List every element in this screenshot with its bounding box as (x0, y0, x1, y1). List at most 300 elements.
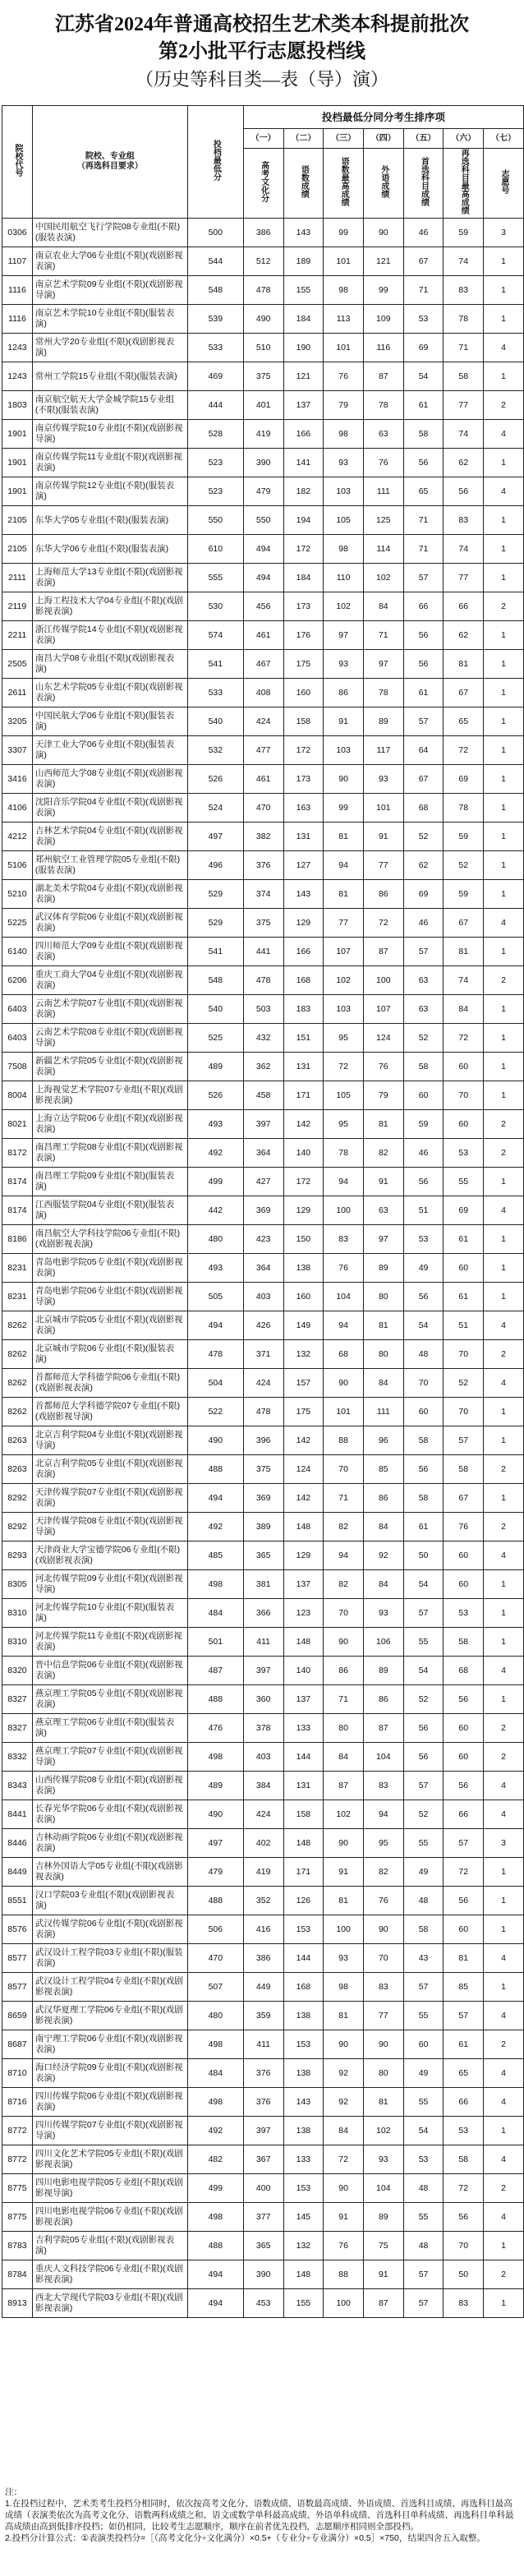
detail-header-label: 高考文化分 (259, 161, 269, 202)
chinese-math-max-cell: 81 (324, 880, 364, 909)
name-cell: 常州大学20专业组(不限)(戏剧影视表演) (32, 334, 187, 362)
score-cell: 540 (187, 995, 243, 1024)
chinese-math-cell: 194 (283, 506, 324, 535)
preference-no-cell: 1 (484, 736, 524, 765)
table-row (2, 995, 524, 1024)
chinese-math-max-cell: 84 (324, 2117, 364, 2145)
culture-score-cell: 381 (243, 1570, 283, 1599)
first-subject-cell: 63 (403, 966, 444, 995)
second-subject-max-cell: 60 (444, 1570, 484, 1599)
table-row (2, 966, 524, 995)
first-subject-cell: 58 (403, 1484, 444, 1513)
table-row (2, 305, 524, 334)
code-cell: 8263 (2, 1455, 33, 1484)
first-subject-cell: 56 (403, 1283, 444, 1311)
preference-no-cell: 2 (484, 966, 524, 995)
chinese-math-max-cell: 77 (324, 909, 364, 938)
preference-no-cell: 1 (484, 276, 524, 305)
preference-no-cell: 1 (484, 650, 524, 679)
first-subject-cell: 55 (403, 1829, 444, 1858)
first-subject-cell: 55 (403, 2088, 444, 2117)
name-cell: 郑州航空工业管理学院05专业组(不限)(服装表演) (32, 851, 187, 880)
name-cell: 四川传媒学院06专业组(不限)(戏剧影视表演) (32, 2088, 187, 2117)
code-cell: 8262 (2, 1369, 33, 1398)
title-line-1: 江苏省2024年普通高校招生艺术类本科提前批次 (55, 14, 469, 35)
sub-header-1: （一） (243, 129, 283, 149)
second-subject-max-cell: 61 (444, 1283, 484, 1311)
table-row (2, 2174, 524, 2203)
score-cell: 529 (187, 880, 243, 909)
culture-score-cell: 384 (243, 1772, 283, 1800)
code-cell: 8305 (2, 1570, 33, 1599)
second-subject-max-cell: 74 (444, 247, 484, 276)
foreign-lang-cell: 87 (363, 938, 403, 966)
score-cell: 490 (187, 1800, 243, 1829)
sub-header-4: （四） (363, 129, 403, 149)
second-subject-max-cell: 62 (444, 449, 484, 477)
table-row (2, 592, 524, 621)
culture-score-cell: 403 (243, 1743, 283, 1772)
foreign-lang-cell: 87 (363, 1714, 403, 1743)
score-cell: 497 (187, 1829, 243, 1858)
preference-no-cell: 1 (484, 2117, 524, 2145)
first-subject-cell: 54 (403, 1570, 444, 1599)
second-subject-max-cell: 81 (444, 1944, 484, 1973)
chinese-math-cell: 176 (283, 621, 324, 650)
chinese-math-max-cell: 91 (324, 2203, 364, 2232)
second-subject-max-cell: 59 (444, 219, 484, 247)
first-subject-cell: 52 (403, 823, 444, 851)
table-row (2, 2145, 524, 2174)
name-cell: 吉利学院05专业组(不限)(戏剧影视表演) (32, 2232, 187, 2260)
culture-score-cell: 397 (243, 2117, 283, 2145)
table-row (2, 1772, 524, 1800)
preference-no-cell: 1 (484, 995, 524, 1024)
score-cell: 498 (187, 2088, 243, 2117)
chinese-math-max-cell: 102 (324, 1800, 364, 1829)
name-cell: 北京城市学院06专业组(不限)(服装表演) (32, 1340, 187, 1369)
first-subject-cell: 49 (403, 1858, 444, 1887)
second-subject-max-cell: 67 (444, 909, 484, 938)
first-subject-cell: 52 (403, 1024, 444, 1053)
chinese-math-cell: 166 (283, 420, 324, 449)
preference-no-cell: 1 (484, 1168, 524, 1196)
score-cell: 493 (187, 1254, 243, 1283)
chinese-math-max-cell: 103 (324, 995, 364, 1024)
chinese-math-max-cell: 110 (324, 564, 364, 592)
first-subject-cell: 70 (403, 1369, 444, 1398)
code-cell: 8446 (2, 1829, 33, 1858)
second-subject-max-cell: 53 (444, 1139, 484, 1168)
first-subject-cell: 71 (403, 535, 444, 564)
chinese-math-max-cell: 81 (324, 1887, 364, 1915)
chinese-math-cell: 175 (283, 650, 324, 679)
code-cell: 8716 (2, 2088, 33, 2117)
culture-score-cell: 479 (243, 477, 283, 506)
preference-no-cell: 1 (484, 1484, 524, 1513)
score-cell: 492 (187, 2117, 243, 2145)
culture-score-cell: 369 (243, 1484, 283, 1513)
foreign-lang-cell: 72 (363, 909, 403, 938)
table-row (2, 1944, 524, 1973)
score-cell: 548 (187, 966, 243, 995)
culture-score-cell: 352 (243, 1887, 283, 1915)
chinese-math-max-cell: 79 (324, 391, 364, 420)
first-subject-cell: 55 (403, 1628, 444, 1657)
preference-no-cell: 1 (484, 506, 524, 535)
preference-no-cell: 2 (484, 1110, 524, 1139)
culture-score-cell: 477 (243, 736, 283, 765)
second-subject-max-cell: 56 (444, 2203, 484, 2232)
name-cell: 北京吉利学院04专业组(不限)(戏剧影视导演) (32, 1426, 187, 1455)
second-subject-max-cell: 69 (444, 765, 484, 794)
first-subject-cell: 60 (403, 1398, 444, 1426)
footnote-2: 2.投档分计算公式：①表演类投档分=［（高考文化分÷文化满分）×0.5+（专业分÷专业满分）×0.5］×750，结果四舍五入取整。 (5, 2533, 485, 2543)
second-subject-max-cell: 53 (444, 1599, 484, 1628)
chinese-math-cell: 131 (283, 823, 324, 851)
table-row (2, 2117, 524, 2145)
preference-no-cell: 1 (484, 449, 524, 477)
table-row (2, 1283, 524, 1311)
name-cell: 南京艺术学院10专业组(不限)(服装表演) (32, 305, 187, 334)
score-cell: 500 (187, 219, 243, 247)
culture-score-cell: 365 (243, 2232, 283, 2260)
foreign-lang-cell: 106 (363, 1628, 403, 1657)
first-subject-cell: 57 (403, 938, 444, 966)
foreign-lang-cell: 83 (363, 1973, 403, 2002)
score-cell: 489 (187, 1053, 243, 1081)
chinese-math-max-cell: 94 (324, 1541, 364, 1570)
preference-no-cell: 4 (484, 1541, 524, 1570)
name-cell: 武汉体育学院06专业组(不限)(戏剧影视表演) (32, 909, 187, 938)
name-cell: 东华大学06专业组(不限)(服装表演) (32, 535, 187, 564)
culture-score-cell: 400 (243, 2174, 283, 2203)
code-cell: 3416 (2, 765, 33, 794)
score-cell: 499 (187, 2174, 243, 2203)
second-subject-max-cell: 84 (444, 995, 484, 1024)
culture-score-cell: 390 (243, 449, 283, 477)
foreign-lang-cell: 93 (363, 1599, 403, 1628)
preference-no-cell: 2 (484, 1743, 524, 1772)
culture-score-cell: 397 (243, 1657, 283, 1685)
table-row (2, 219, 524, 247)
score-cell: 498 (187, 2030, 243, 2059)
score-cell: 489 (187, 1772, 243, 1800)
name-cell: 青岛电影学院06专业组(不限)(戏剧影视导演) (32, 1283, 187, 1311)
detail-header-6 (444, 149, 484, 219)
first-subject-cell: 49 (403, 1254, 444, 1283)
chinese-math-max-cell: 76 (324, 362, 364, 391)
table-row (2, 564, 524, 592)
chinese-math-max-cell: 70 (324, 1599, 364, 1628)
chinese-math-cell: 148 (283, 1628, 324, 1657)
foreign-lang-cell: 91 (363, 823, 403, 851)
table-row (2, 2203, 524, 2232)
name-cell: 武汉传媒学院06专业组(不限)(戏剧影视表演) (32, 1915, 187, 1944)
culture-score-cell: 367 (243, 2145, 283, 2174)
chinese-math-cell: 143 (283, 880, 324, 909)
score-cell: 523 (187, 449, 243, 477)
second-subject-max-cell: 60 (444, 1541, 484, 1570)
foreign-lang-cell: 109 (363, 305, 403, 334)
first-subject-cell: 43 (403, 1944, 444, 1973)
code-cell: 8293 (2, 1541, 33, 1570)
chinese-math-max-cell: 98 (324, 420, 364, 449)
culture-score-cell: 478 (243, 276, 283, 305)
second-subject-max-cell: 53 (444, 2117, 484, 2145)
code-cell: 2111 (2, 564, 33, 592)
code-cell: 1116 (2, 276, 33, 305)
chinese-math-max-cell: 107 (324, 938, 364, 966)
score-cell: 530 (187, 592, 243, 621)
preference-no-cell: 1 (484, 1426, 524, 1455)
first-subject-cell: 60 (403, 1081, 444, 1110)
first-subject-cell: 56 (403, 449, 444, 477)
foreign-lang-cell: 78 (363, 391, 403, 420)
second-subject-max-cell: 59 (444, 880, 484, 909)
foreign-lang-cell: 111 (363, 1398, 403, 1426)
name-cell: 上海工程技术大学04专业组(不限)(戏剧影视表演) (32, 592, 187, 621)
table-row (2, 247, 524, 276)
chinese-math-cell: 153 (283, 1915, 324, 1944)
chinese-math-cell: 140 (283, 1657, 324, 1685)
culture-score-cell: 449 (243, 1973, 283, 2002)
chinese-math-cell: 129 (283, 1196, 324, 1225)
culture-score-cell: 470 (243, 794, 283, 823)
name-cell: 南宁理工学院06专业组(不限)(戏剧影视表演) (32, 2030, 187, 2059)
score-cell: 484 (187, 1599, 243, 1628)
first-subject-cell: 52 (403, 1685, 444, 1714)
code-cell: 1107 (2, 247, 33, 276)
foreign-lang-cell: 80 (363, 2059, 403, 2088)
chinese-math-max-cell: 90 (324, 2174, 364, 2203)
code-cell: 8292 (2, 1513, 33, 1541)
name-cell: 西北大学现代学院03专业组(不限)(戏剧影视表演) (32, 2289, 187, 2318)
culture-score-cell: 494 (243, 564, 283, 592)
culture-score-cell: 411 (243, 2030, 283, 2059)
first-subject-cell: 48 (403, 2174, 444, 2203)
score-cell: 479 (187, 1858, 243, 1887)
table-row (2, 1973, 524, 2002)
chinese-math-max-cell: 94 (324, 851, 364, 880)
code-cell: 8231 (2, 1254, 33, 1283)
foreign-lang-cell: 81 (363, 1110, 403, 1139)
code-cell: 8310 (2, 1599, 33, 1628)
col-header-score: 投档最低分 (187, 106, 243, 219)
table-row (2, 2002, 524, 2030)
chinese-math-cell: 172 (283, 535, 324, 564)
table-row (2, 1657, 524, 1685)
score-cell: 532 (187, 736, 243, 765)
chinese-math-cell: 153 (283, 2174, 324, 2203)
chinese-math-cell: 133 (283, 1714, 324, 1743)
preference-no-cell: 4 (484, 1369, 524, 1398)
table-row (2, 794, 524, 823)
name-cell: 天津传媒学院07专业组(不限)(戏剧影视表演) (32, 1484, 187, 1513)
code-cell: 8710 (2, 2059, 33, 2088)
preference-no-cell: 4 (484, 1196, 524, 1225)
second-subject-max-cell: 58 (444, 2145, 484, 2174)
foreign-lang-cell: 94 (363, 1800, 403, 1829)
preference-no-cell: 3 (484, 219, 524, 247)
title-line-2: 第2小批平行志愿投档线 (159, 41, 365, 62)
second-subject-max-cell: 51 (444, 1311, 484, 1340)
culture-score-cell: 386 (243, 219, 283, 247)
name-cell: 沈阳音乐学院04专业组(不限)(戏剧影视表演) (32, 794, 187, 823)
preference-no-cell: 2 (484, 1340, 524, 1369)
chinese-math-max-cell: 88 (324, 2260, 364, 2289)
table-row (2, 1685, 524, 1714)
chinese-math-max-cell: 99 (324, 794, 364, 823)
preference-no-cell: 4 (484, 2002, 524, 2030)
preference-no-cell: 1 (484, 1628, 524, 1657)
culture-score-cell: 478 (243, 966, 283, 995)
table-row (2, 1254, 524, 1283)
chinese-math-max-cell: 87 (324, 1772, 364, 1800)
code-cell: 8449 (2, 1858, 33, 1887)
score-cell: 498 (187, 2203, 243, 2232)
first-subject-cell: 64 (403, 736, 444, 765)
score-cell: 522 (187, 1398, 243, 1426)
first-subject-cell: 54 (403, 1311, 444, 1340)
foreign-lang-cell: 89 (363, 1254, 403, 1283)
second-subject-max-cell: 60 (444, 1915, 484, 1944)
chinese-math-max-cell: 105 (324, 506, 364, 535)
detail-header-label: 首选科目成绩 (419, 157, 429, 206)
foreign-lang-cell: 93 (363, 765, 403, 794)
culture-score-cell: 376 (243, 2059, 283, 2088)
culture-score-cell: 389 (243, 1513, 283, 1541)
chinese-math-cell: 129 (283, 1541, 324, 1570)
table-row (2, 362, 524, 391)
first-subject-cell: 52 (403, 1800, 444, 1829)
chinese-math-cell: 155 (283, 276, 324, 305)
score-cell: 555 (187, 564, 243, 592)
preference-no-cell: 4 (484, 334, 524, 362)
chinese-math-max-cell: 90 (324, 1369, 364, 1398)
chinese-math-cell: 140 (283, 1139, 324, 1168)
score-cell: 528 (187, 420, 243, 449)
foreign-lang-cell: 63 (363, 1196, 403, 1225)
code-cell: 8262 (2, 1340, 33, 1369)
second-subject-max-cell: 71 (444, 334, 484, 362)
name-cell: 海口经济学院09专业组(不限)(戏剧影视表演) (32, 2059, 187, 2088)
foreign-lang-cell: 89 (363, 2203, 403, 2232)
foreign-lang-cell: 90 (363, 2030, 403, 2059)
score-cell: 524 (187, 794, 243, 823)
second-subject-max-cell: 52 (444, 1369, 484, 1398)
preference-no-cell: 1 (484, 305, 524, 334)
first-subject-cell: 68 (403, 794, 444, 823)
chinese-math-max-cell: 82 (324, 1570, 364, 1599)
table-row (2, 1858, 524, 1887)
chinese-math-max-cell: 71 (324, 1484, 364, 1513)
chinese-math-cell: 151 (283, 1024, 324, 1053)
foreign-lang-cell: 116 (363, 334, 403, 362)
second-subject-max-cell: 83 (444, 276, 484, 305)
chinese-math-cell: 143 (283, 2088, 324, 2117)
name-cell: 云南艺术学院07专业组(不限)(戏剧影视表演) (32, 995, 187, 1024)
score-cell: 548 (187, 276, 243, 305)
first-subject-cell: 56 (403, 1455, 444, 1484)
preference-no-cell: 1 (484, 1599, 524, 1628)
first-subject-cell: 60 (403, 2030, 444, 2059)
preference-no-cell: 1 (484, 1973, 524, 2002)
chinese-math-max-cell: 72 (324, 2145, 364, 2174)
table-row (2, 477, 524, 506)
second-subject-max-cell: 78 (444, 794, 484, 823)
foreign-lang-cell: 77 (363, 851, 403, 880)
first-subject-cell: 58 (403, 1426, 444, 1455)
second-subject-max-cell: 70 (444, 1398, 484, 1426)
chinese-math-cell: 153 (283, 2030, 324, 2059)
culture-score-cell: 403 (243, 1283, 283, 1311)
score-cell: 526 (187, 1081, 243, 1110)
culture-score-cell: 366 (243, 1599, 283, 1628)
table-row (2, 449, 524, 477)
preference-no-cell: 1 (484, 2232, 524, 2260)
second-subject-max-cell: 69 (444, 1196, 484, 1225)
second-subject-max-cell: 72 (444, 2174, 484, 2203)
code-cell: 8576 (2, 1915, 33, 1944)
culture-score-cell: 461 (243, 621, 283, 650)
chinese-math-max-cell: 90 (324, 765, 364, 794)
first-subject-cell: 51 (403, 1196, 444, 1225)
name-cell: 河北传媒学院11专业组(不限)(戏剧影视表演) (32, 1628, 187, 1657)
table-row (2, 1369, 524, 1398)
preference-no-cell: 4 (484, 1657, 524, 1685)
name-cell: 河北传媒学院10专业组(不限)(服装表演) (32, 1599, 187, 1628)
foreign-lang-cell: 77 (363, 2002, 403, 2030)
second-subject-max-cell: 72 (444, 736, 484, 765)
chinese-math-cell: 172 (283, 736, 324, 765)
name-cell: 北京城市学院05专业组(不限)(戏剧影视表演) (32, 1311, 187, 1340)
first-subject-cell: 57 (403, 1973, 444, 2002)
table-row (2, 1570, 524, 1599)
first-subject-cell: 56 (403, 1743, 444, 1772)
culture-score-cell: 427 (243, 1168, 283, 1196)
second-subject-max-cell: 77 (444, 564, 484, 592)
col-header-code: 院校代号 (2, 106, 33, 219)
culture-score-cell: 510 (243, 334, 283, 362)
second-subject-max-cell: 58 (444, 1628, 484, 1657)
preference-no-cell: 1 (484, 1024, 524, 1053)
second-subject-max-cell: 65 (444, 707, 484, 736)
first-subject-cell: 66 (403, 592, 444, 621)
table-row (2, 736, 524, 765)
name-cell: 重庆工商大学04专业组(不限)(戏剧影视表演) (32, 966, 187, 995)
preference-no-cell: 1 (484, 1283, 524, 1311)
chinese-math-cell: 189 (283, 247, 324, 276)
second-subject-max-cell: 67 (444, 1484, 484, 1513)
preference-no-cell: 1 (484, 823, 524, 851)
table-row (2, 391, 524, 420)
name-cell: 武汉设计工程学院04专业组(不限)(戏剧影视表演) (32, 1973, 187, 2002)
score-cell: 496 (187, 851, 243, 880)
second-subject-max-cell: 56 (444, 477, 484, 506)
score-cell: 482 (187, 2145, 243, 2174)
chinese-math-cell: 121 (283, 362, 324, 391)
first-subject-cell: 54 (403, 1657, 444, 1685)
chinese-math-cell: 190 (283, 334, 324, 362)
chinese-math-cell: 183 (283, 995, 324, 1024)
sub-header-7: （七） (484, 129, 524, 149)
chinese-math-cell: 148 (283, 2260, 324, 2289)
chinese-math-cell: 173 (283, 765, 324, 794)
name-cell: 长春光华学院06专业组(不限)(戏剧影视表演) (32, 1800, 187, 1829)
name-cell: 武汉华夏理工学院06专业组(不限)(戏剧影视表演) (32, 2002, 187, 2030)
code-cell: 1901 (2, 449, 33, 477)
